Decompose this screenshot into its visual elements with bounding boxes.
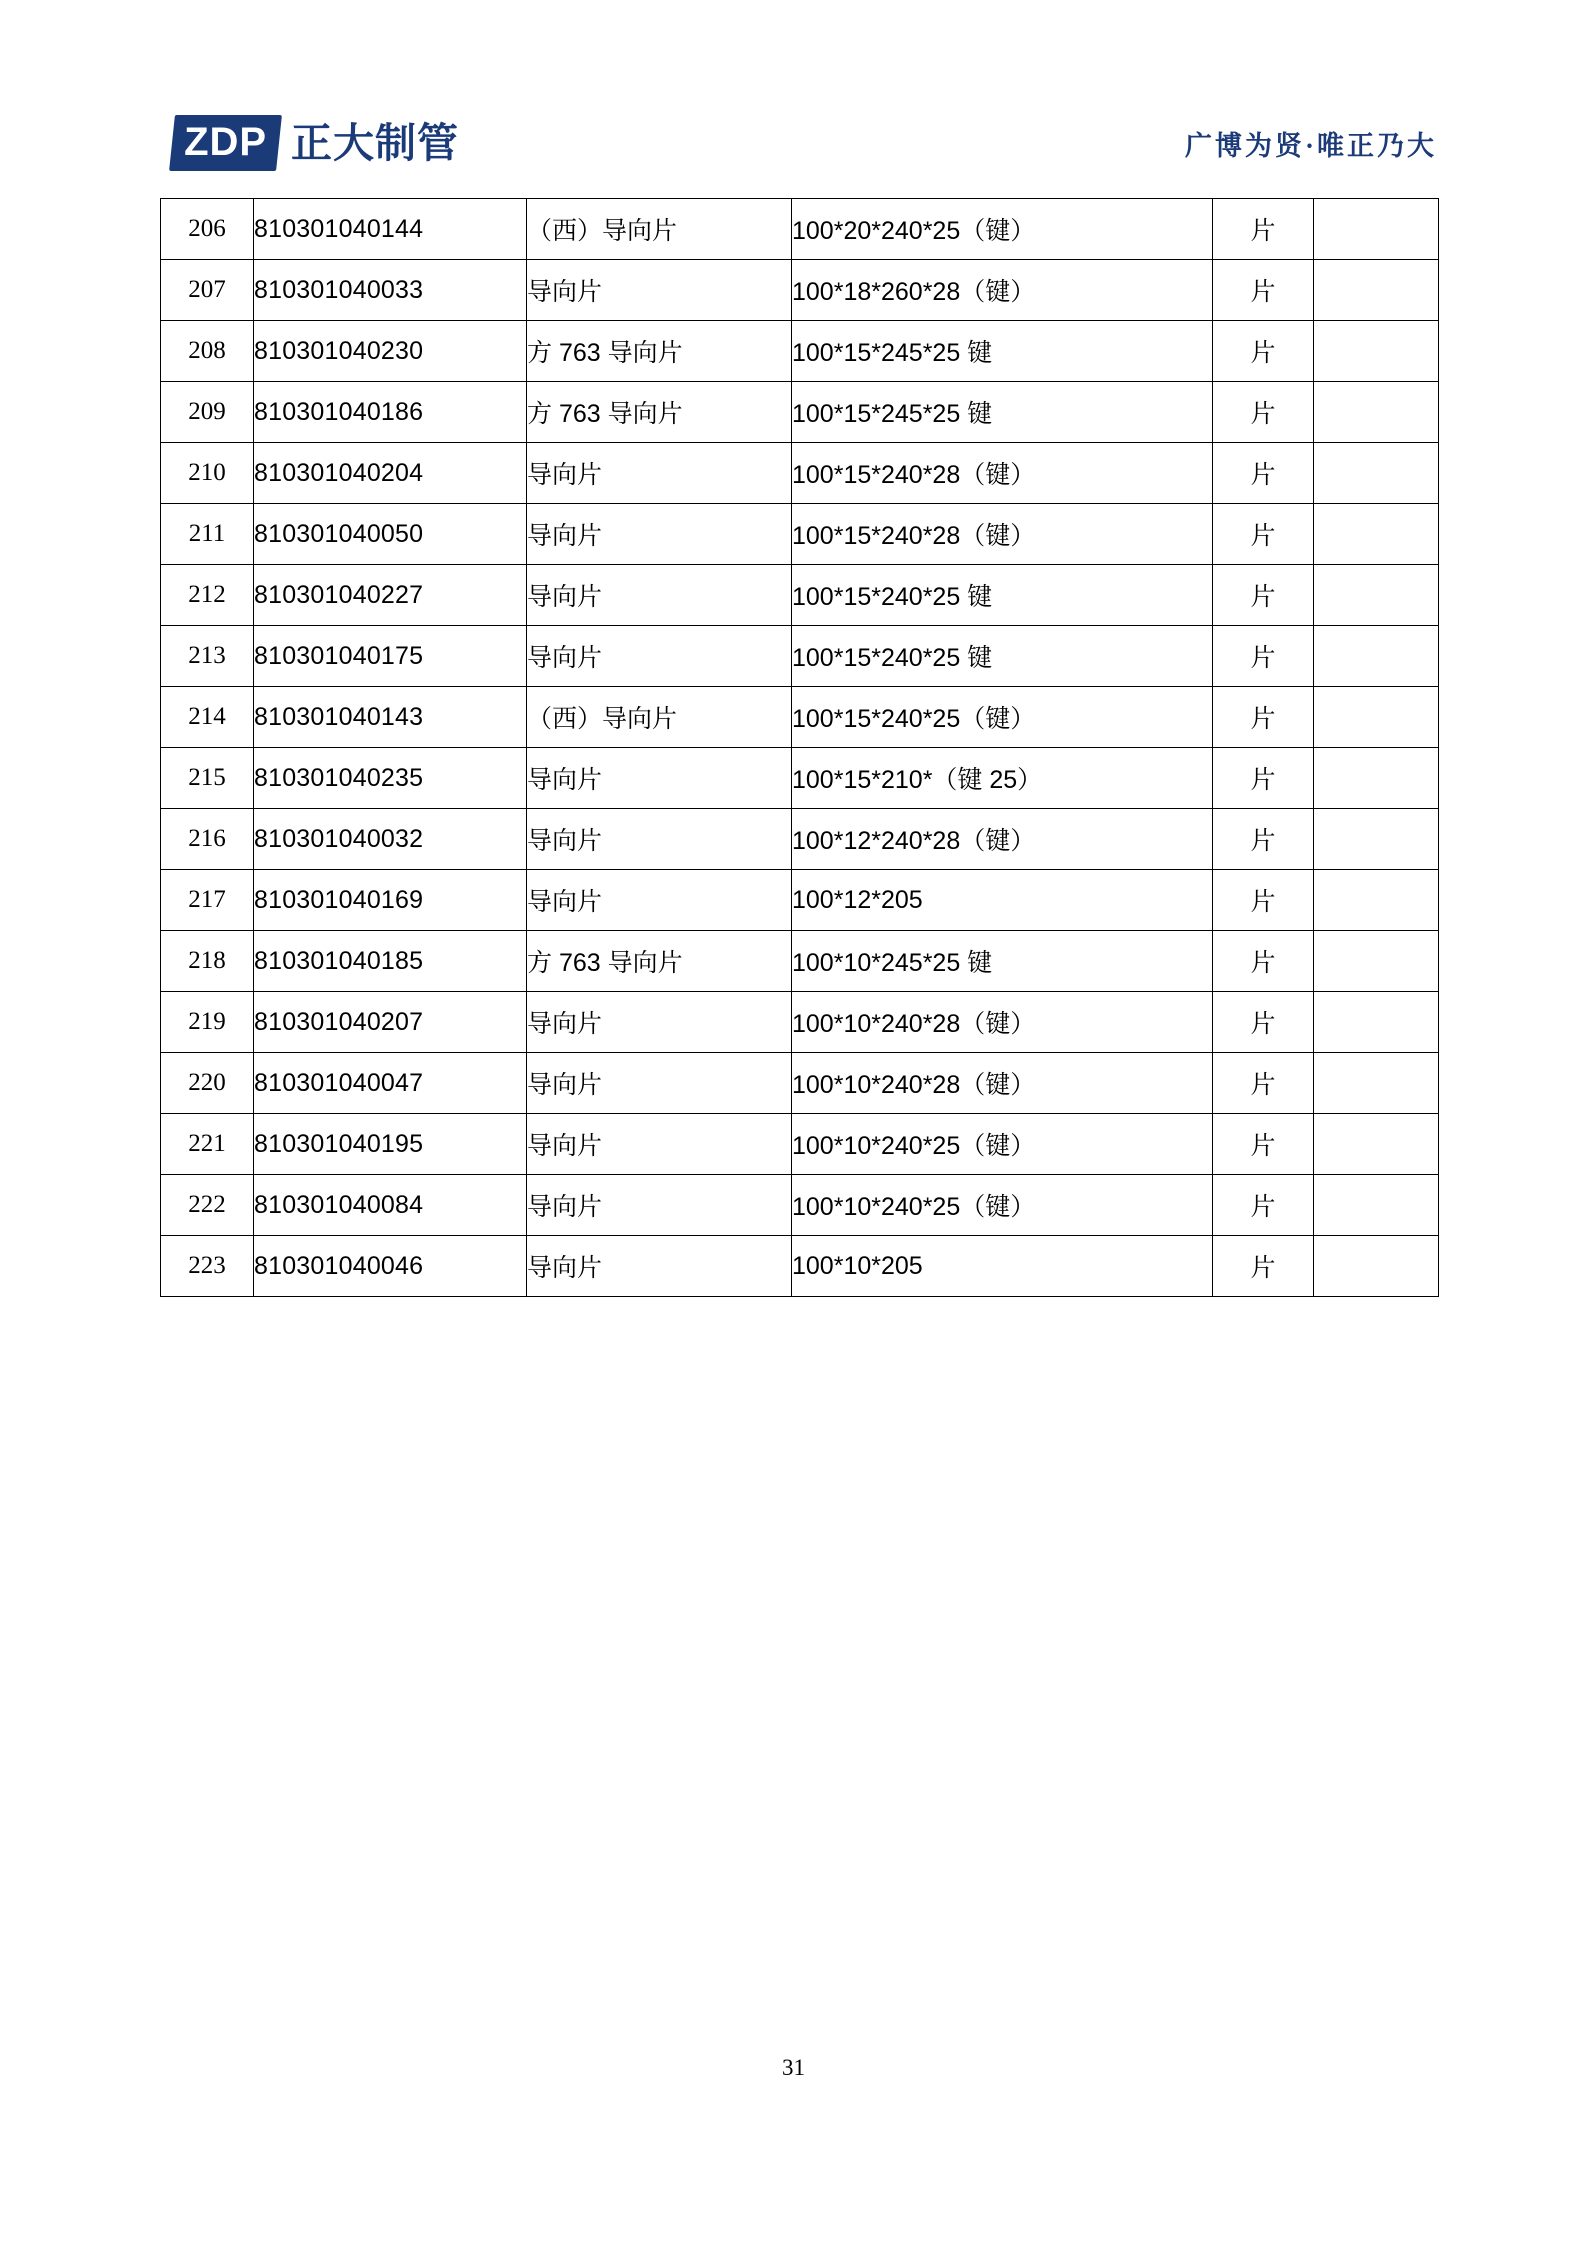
- cell-spec: 100*12*240*28（键）: [792, 809, 1213, 870]
- table-row: [161, 1114, 1439, 1175]
- cell-index: 206: [161, 199, 254, 260]
- cell-index: 218: [161, 931, 254, 992]
- cell-index: 212: [161, 565, 254, 626]
- cell-spec: 100*15*210*（键 25）: [792, 748, 1213, 809]
- cell-code: 810301040143: [254, 687, 527, 748]
- table-row: [161, 1053, 1439, 1114]
- cell-code: 810301040185: [254, 931, 527, 992]
- cell-extra: [1314, 687, 1439, 748]
- cell-code: 810301040230: [254, 321, 527, 382]
- cell-spec: 100*20*240*25（键）: [792, 199, 1213, 260]
- cell-unit: 片: [1213, 748, 1314, 809]
- cell-extra: [1314, 443, 1439, 504]
- cell-code: 810301040204: [254, 443, 527, 504]
- cell-index: 215: [161, 748, 254, 809]
- cell-extra: [1314, 382, 1439, 443]
- cell-code: 810301040235: [254, 748, 527, 809]
- table-row: [161, 382, 1439, 443]
- cell-unit: 片: [1213, 321, 1314, 382]
- logo-mark-text: ZDP: [184, 120, 268, 164]
- cell-extra: [1314, 870, 1439, 931]
- cell-unit: 片: [1213, 1053, 1314, 1114]
- cell-unit: 片: [1213, 504, 1314, 565]
- table-row: [161, 1175, 1439, 1236]
- cell-name: 导向片: [527, 1236, 792, 1297]
- cell-spec: 100*10*240*28（键）: [792, 992, 1213, 1053]
- cell-unit: 片: [1213, 260, 1314, 321]
- cell-spec: 100*18*260*28（键）: [792, 260, 1213, 321]
- company-logo: [172, 115, 459, 171]
- table-row: [161, 443, 1439, 504]
- cell-name: 导向片: [527, 1175, 792, 1236]
- zdp-logo-icon: [169, 115, 282, 171]
- cell-unit: 片: [1213, 199, 1314, 260]
- company-name: 正大制管: [291, 119, 459, 166]
- cell-name: 方 763 导向片: [527, 321, 792, 382]
- parts-table-body: [161, 199, 1439, 1297]
- cell-name: （西）导向片: [527, 199, 792, 260]
- cell-unit: 片: [1213, 1175, 1314, 1236]
- cell-name: 导向片: [527, 748, 792, 809]
- table-row: [161, 1236, 1439, 1297]
- table-row: [161, 565, 1439, 626]
- table-row: [161, 809, 1439, 870]
- cell-unit: 片: [1213, 626, 1314, 687]
- cell-code: 810301040169: [254, 870, 527, 931]
- table-row: [161, 992, 1439, 1053]
- cell-code: 810301040207: [254, 992, 527, 1053]
- cell-name: 导向片: [527, 565, 792, 626]
- cell-spec: 100*15*245*25 键: [792, 382, 1213, 443]
- cell-index: 219: [161, 992, 254, 1053]
- cell-spec: 100*10*240*25（键）: [792, 1114, 1213, 1175]
- cell-spec: 100*10*240*28（键）: [792, 1053, 1213, 1114]
- cell-extra: [1314, 992, 1439, 1053]
- table-row: [161, 870, 1439, 931]
- cell-extra: [1314, 199, 1439, 260]
- cell-extra: [1314, 1053, 1439, 1114]
- cell-unit: 片: [1213, 687, 1314, 748]
- cell-spec: 100*10*240*25（键）: [792, 1175, 1213, 1236]
- cell-spec: 100*15*240*28（键）: [792, 443, 1213, 504]
- cell-index: 217: [161, 870, 254, 931]
- cell-name: 导向片: [527, 626, 792, 687]
- table-row: [161, 687, 1439, 748]
- cell-name: 导向片: [527, 809, 792, 870]
- cell-unit: 片: [1213, 443, 1314, 504]
- cell-index: 214: [161, 687, 254, 748]
- cell-extra: [1314, 321, 1439, 382]
- cell-code: 810301040227: [254, 565, 527, 626]
- cell-name: 导向片: [527, 1053, 792, 1114]
- cell-unit: 片: [1213, 1236, 1314, 1297]
- cell-name: 导向片: [527, 870, 792, 931]
- cell-code: 810301040032: [254, 809, 527, 870]
- cell-name: 方 763 导向片: [527, 931, 792, 992]
- cell-index: 211: [161, 504, 254, 565]
- cell-name: 导向片: [527, 992, 792, 1053]
- cell-unit: 片: [1213, 870, 1314, 931]
- cell-spec: 100*12*205: [792, 870, 1213, 931]
- cell-index: 210: [161, 443, 254, 504]
- cell-spec: 100*15*245*25 键: [792, 321, 1213, 382]
- cell-name: （西）导向片: [527, 687, 792, 748]
- cell-unit: 片: [1213, 809, 1314, 870]
- cell-extra: [1314, 1175, 1439, 1236]
- cell-code: 810301040046: [254, 1236, 527, 1297]
- cell-extra: [1314, 1236, 1439, 1297]
- cell-index: 209: [161, 382, 254, 443]
- page-header: [172, 108, 1437, 178]
- cell-extra: [1314, 1114, 1439, 1175]
- table-row: [161, 504, 1439, 565]
- cell-unit: 片: [1213, 382, 1314, 443]
- table-row: [161, 626, 1439, 687]
- cell-index: 207: [161, 260, 254, 321]
- cell-extra: [1314, 748, 1439, 809]
- cell-index: 222: [161, 1175, 254, 1236]
- cell-unit: 片: [1213, 565, 1314, 626]
- table-row: [161, 931, 1439, 992]
- cell-name: 导向片: [527, 504, 792, 565]
- cell-code: 810301040175: [254, 626, 527, 687]
- cell-extra: [1314, 626, 1439, 687]
- table-row: [161, 199, 1439, 260]
- cell-spec: 100*15*240*25（键）: [792, 687, 1213, 748]
- parts-table: [160, 198, 1439, 1297]
- cell-name: 导向片: [527, 443, 792, 504]
- cell-code: 810301040033: [254, 260, 527, 321]
- cell-index: 220: [161, 1053, 254, 1114]
- table-row: [161, 748, 1439, 809]
- cell-unit: 片: [1213, 1114, 1314, 1175]
- cell-spec: 100*15*240*25 键: [792, 565, 1213, 626]
- cell-extra: [1314, 260, 1439, 321]
- cell-name: 导向片: [527, 1114, 792, 1175]
- cell-code: 810301040084: [254, 1175, 527, 1236]
- table-row: [161, 260, 1439, 321]
- cell-extra: [1314, 931, 1439, 992]
- cell-code: 810301040186: [254, 382, 527, 443]
- cell-index: 208: [161, 321, 254, 382]
- cell-unit: 片: [1213, 931, 1314, 992]
- cell-index: 221: [161, 1114, 254, 1175]
- cell-code: 810301040144: [254, 199, 527, 260]
- cell-unit: 片: [1213, 992, 1314, 1053]
- cell-extra: [1314, 504, 1439, 565]
- cell-name: 导向片: [527, 260, 792, 321]
- cell-extra: [1314, 809, 1439, 870]
- company-slogan: 广博为贤·唯正乃大: [1184, 130, 1437, 161]
- cell-code: 810301040195: [254, 1114, 527, 1175]
- cell-code: 810301040047: [254, 1053, 527, 1114]
- cell-spec: 100*15*240*28（键）: [792, 504, 1213, 565]
- cell-spec: 100*15*240*25 键: [792, 626, 1213, 687]
- cell-code: 810301040050: [254, 504, 527, 565]
- table-row: [161, 321, 1439, 382]
- cell-spec: 100*10*245*25 键: [792, 931, 1213, 992]
- cell-spec: 100*10*205: [792, 1236, 1213, 1297]
- cell-index: 213: [161, 626, 254, 687]
- cell-name: 方 763 导向片: [527, 382, 792, 443]
- cell-extra: [1314, 565, 1439, 626]
- page-number: 31: [782, 2055, 805, 2080]
- cell-index: 216: [161, 809, 254, 870]
- cell-index: 223: [161, 1236, 254, 1297]
